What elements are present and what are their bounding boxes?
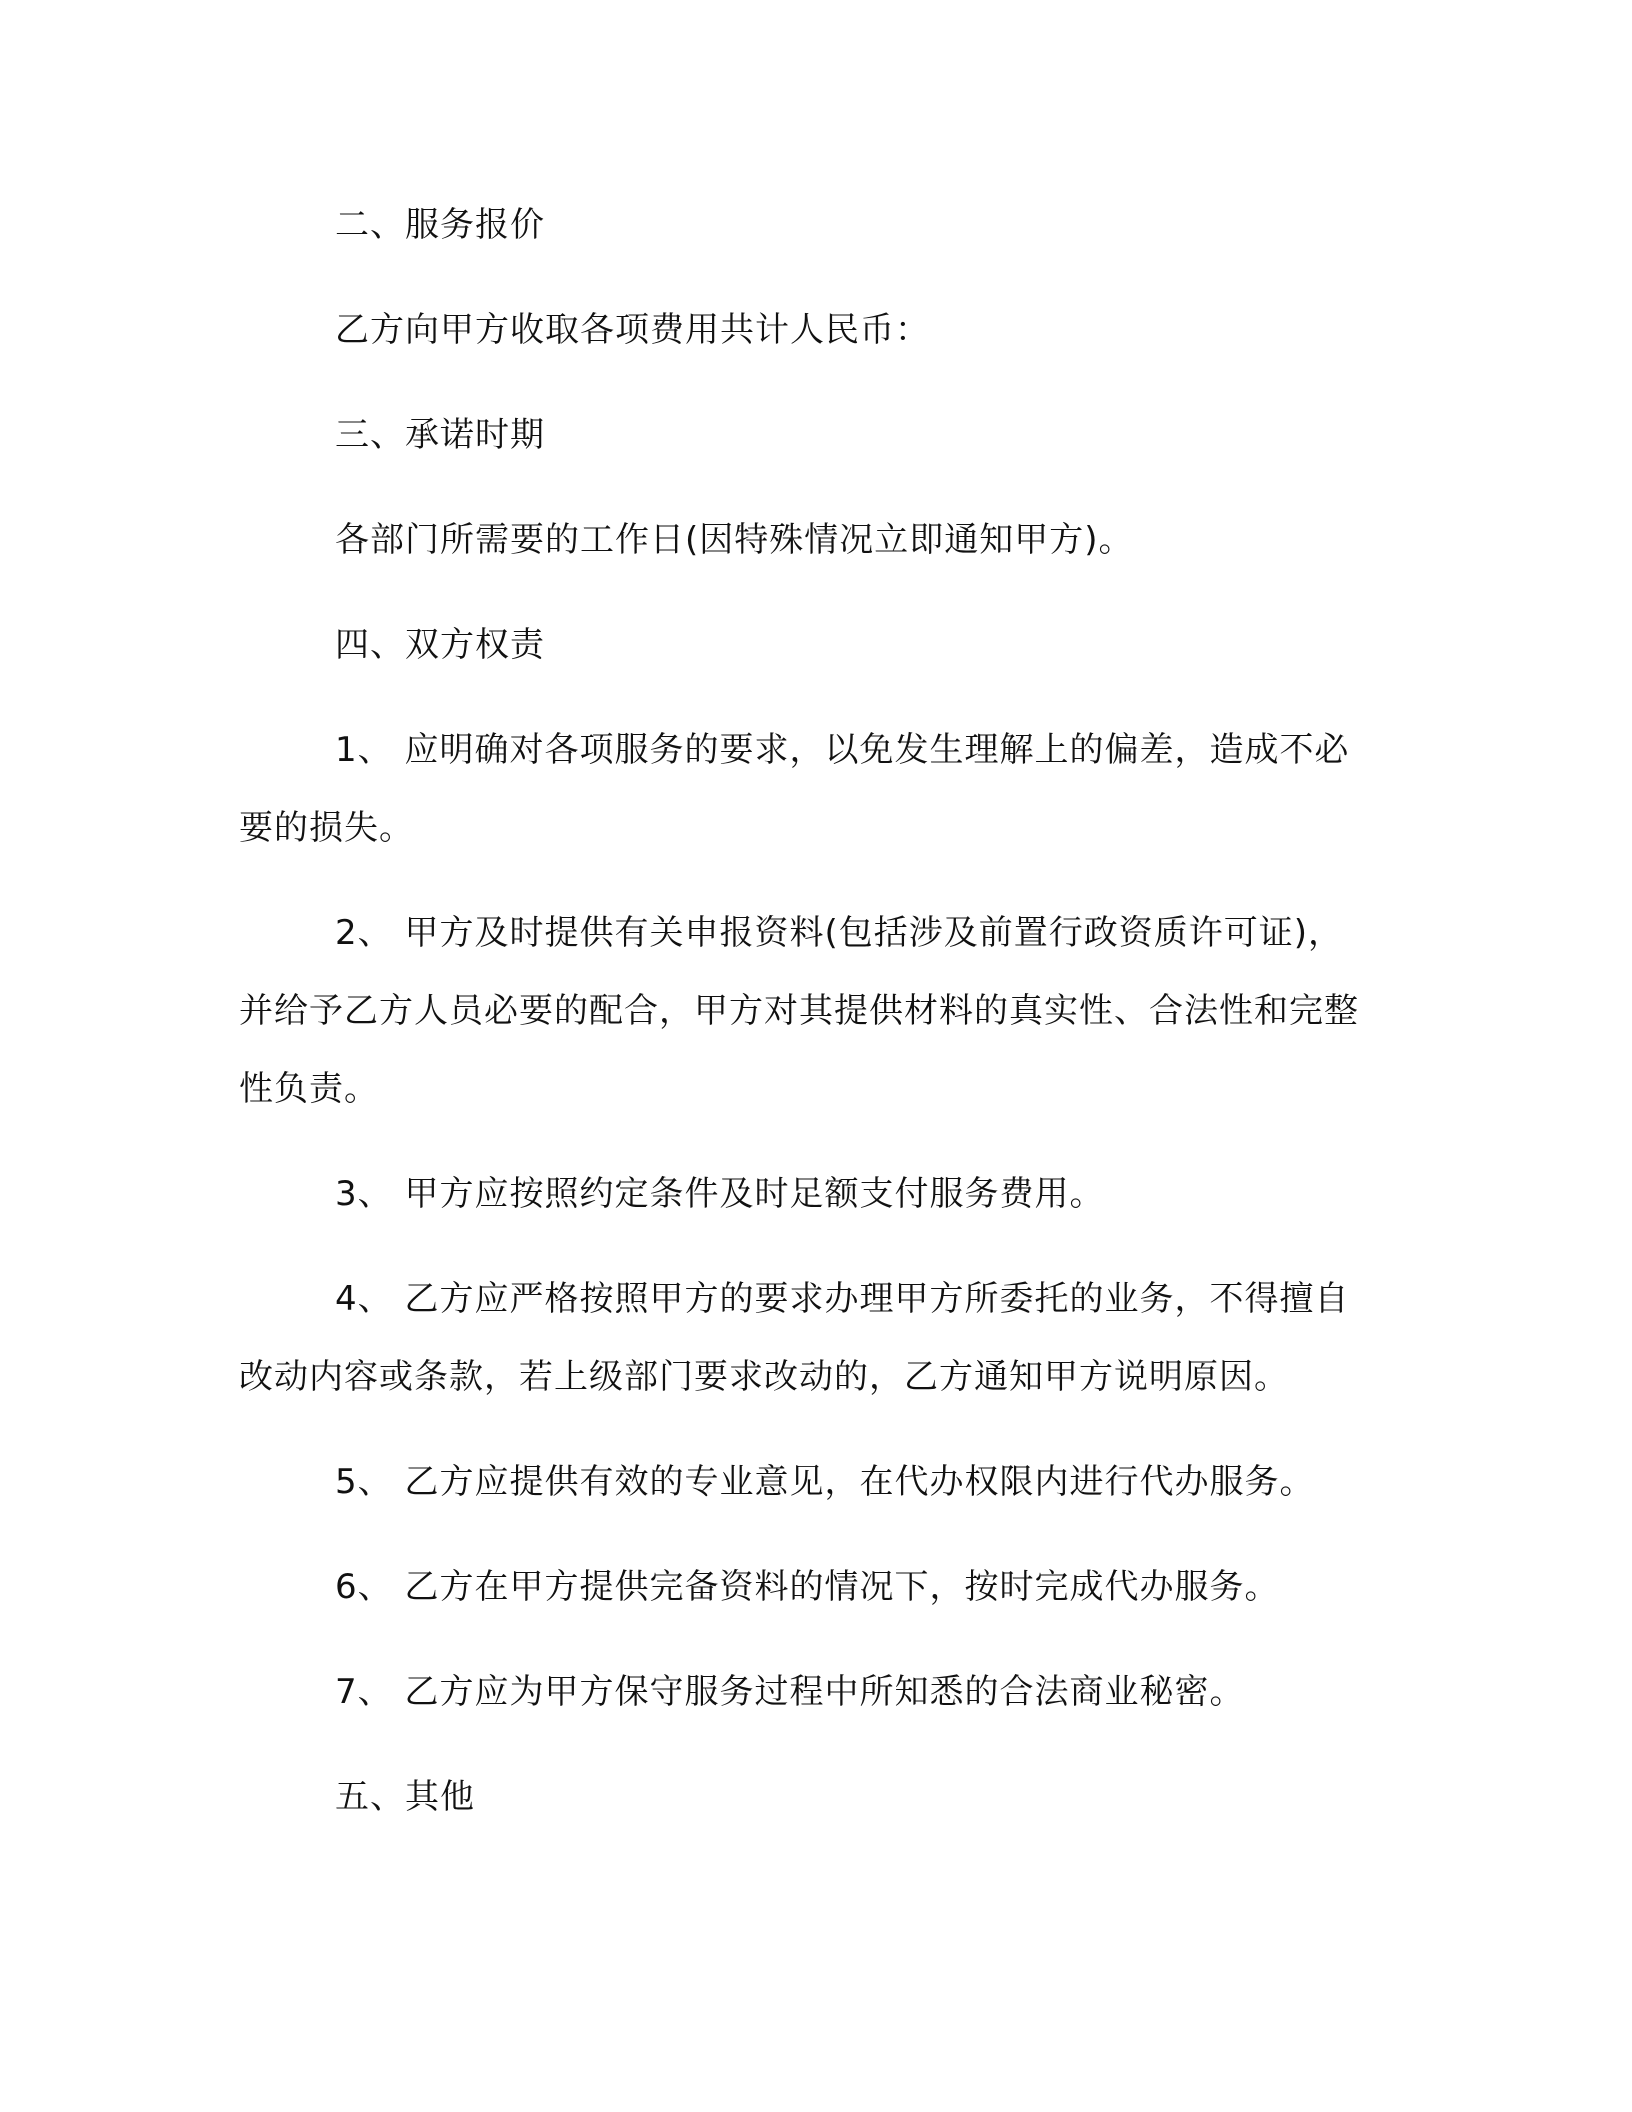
heading-other: 五、其他 — [335, 1777, 475, 1817]
list-item-4: 4、 乙方应严格按照甲方的要求办理甲方所委托的业务，不得擅自改动内容或条款，若上级部门要求改动的，乙方通知甲方说明原因。 — [239, 1279, 1350, 1397]
heading-rights-duties: 四、双方权责 — [335, 625, 545, 665]
list-item-7: 7、 乙方应为甲方保守服务过程中所知悉的合法商业秘密。 — [335, 1672, 1245, 1712]
document-body — [239, 186, 1369, 1863]
list-item-6: 6、 乙方在甲方提供完备资料的情况下，按时完成代办服务。 — [335, 1567, 1280, 1607]
list-item-1: 1、 应明确对各项服务的要求，以免发生理解上的偏差，造成不必要的损失。 — [239, 730, 1350, 848]
list-item-5: 5、 乙方应提供有效的专业意见，在代办权限内进行代办服务。 — [335, 1462, 1315, 1502]
list-item-2: 2、 甲方及时提供有关申报资料(包括涉及前置行政资质许可证)，并给予乙方人员必要的配合，甲方对其提供材料的真实性、合法性和完整性负责。 — [239, 913, 1359, 1109]
heading-commitment-period: 三、承诺时期 — [335, 415, 545, 455]
paragraph-work-days: 各部门所需要的工作日(因特殊情况立即通知甲方)。 — [335, 520, 1134, 560]
heading-service-quote: 二、服务报价 — [335, 205, 545, 245]
paragraph-fee-total: 乙方向甲方收取各项费用共计人民币： — [335, 310, 930, 350]
list-item-3: 3、 甲方应按照约定条件及时足额支付服务费用。 — [335, 1174, 1105, 1214]
